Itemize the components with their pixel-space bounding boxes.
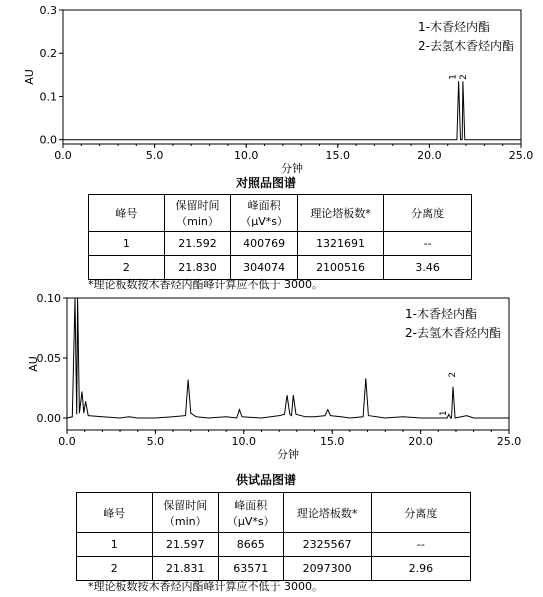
y-axis-label: AU xyxy=(23,69,36,85)
table-header-row xyxy=(89,195,472,232)
y-axis-label: AU xyxy=(27,356,40,372)
legend-entry: 2-去氢木香烃内酯 xyxy=(418,39,514,53)
chromatogram-trace xyxy=(63,81,521,139)
y-tick-label: 0.2 xyxy=(39,47,57,61)
header-theoretical-plates: 理论塔板数* xyxy=(283,493,371,533)
header-peak-area: 峰面积（μV*s） xyxy=(231,195,298,232)
table-row xyxy=(77,533,471,557)
table-row xyxy=(89,232,472,256)
cell-resolution: -- xyxy=(371,533,470,557)
header-theoretical-plates: 理论塔板数* xyxy=(297,195,383,232)
x-tick-label: 10.0 xyxy=(231,435,257,448)
cell-peak-area: 304074 xyxy=(231,256,298,280)
cell-peak-no: 2 xyxy=(77,557,153,581)
x-tick-label: 20.0 xyxy=(417,149,442,162)
y-tick-label: 0.0 xyxy=(39,133,57,147)
reference-chromatogram xyxy=(0,0,543,175)
cell-retention-time: 21.597 xyxy=(152,533,218,557)
table-row xyxy=(77,557,471,581)
header-retention-time xyxy=(164,195,231,232)
sample-result-table xyxy=(76,492,471,581)
cell-resolution: 2.96 xyxy=(371,557,470,581)
cell-theoretical-plates: 2100516 xyxy=(297,256,383,280)
cell-peak-area: 400769 xyxy=(231,232,298,256)
reference-caption: 对照品图谱 xyxy=(236,176,297,190)
cell-peak-no: 1 xyxy=(89,232,165,256)
y-tick-label: 0.3 xyxy=(39,4,57,17)
header-resolution: 分离度 xyxy=(384,195,472,232)
cell-theoretical-plates: 2325567 xyxy=(283,533,371,557)
x-tick-label: 15.0 xyxy=(325,149,351,162)
y-tick-label: 0.10 xyxy=(36,292,61,305)
x-axis-label: 分钟 xyxy=(281,162,303,175)
peak-label: 1 xyxy=(438,410,449,417)
y-tick-label: 0.05 xyxy=(36,352,61,365)
peak-label: 2 xyxy=(458,74,469,80)
cell-peak-area: 63571 xyxy=(218,557,283,581)
cell-resolution: 3.46 xyxy=(384,256,472,280)
cell-retention-time: 21.592 xyxy=(164,232,231,256)
table-header-row xyxy=(77,493,471,533)
peak-label: 1 xyxy=(448,74,459,80)
y-tick-label: 0.1 xyxy=(39,90,57,104)
x-tick-label: 20.0 xyxy=(408,435,433,448)
legend-entry: 1-木香烃内酯 xyxy=(418,20,490,34)
header-peak-no: 峰号 xyxy=(89,195,165,232)
cell-retention-time: 21.831 xyxy=(152,557,218,581)
cell-theoretical-plates: 1321691 xyxy=(297,232,383,256)
cell-retention-time: 21.830 xyxy=(164,256,231,280)
cell-theoretical-plates: 2097300 xyxy=(283,557,371,581)
y-tick-label: 0.00 xyxy=(36,412,61,425)
cell-peak-no: 1 xyxy=(77,533,153,557)
x-tick-label: 0.0 xyxy=(54,149,72,162)
x-tick-label: 15.0 xyxy=(319,435,345,448)
x-tick-label: 0.0 xyxy=(58,435,76,448)
x-axis-label: 分钟 xyxy=(277,448,299,461)
sample-note: *理论板数按木香烃内酯峰计算应不低于 3000。 xyxy=(88,580,323,593)
header-peak-no: 峰号 xyxy=(77,493,153,533)
sample-chromatogram xyxy=(0,288,543,473)
x-tick-label: 25.0 xyxy=(508,149,534,162)
cell-peak-area: 8665 xyxy=(218,533,283,557)
header-resolution: 分离度 xyxy=(371,493,470,533)
peak-label: 2 xyxy=(447,371,458,378)
header-retention-time: 保留时间（min） xyxy=(152,493,218,533)
x-tick-label: 5.0 xyxy=(146,435,165,448)
header-peak-area: 峰面积（μV*s） xyxy=(218,493,283,533)
reference-note: *理论板数按木香烃内酯峰计算应不低于 3000。 xyxy=(88,278,323,291)
legend-entry: 1-木香烃内酯 xyxy=(405,307,477,321)
cell-resolution: -- xyxy=(384,232,472,256)
x-tick-label: 5.0 xyxy=(145,149,164,162)
sample-caption: 供试品图谱 xyxy=(236,473,297,487)
x-tick-label: 10.0 xyxy=(233,149,259,162)
reference-result-table xyxy=(88,194,472,280)
header-retention-time-label: 保留时间（min） xyxy=(175,199,220,228)
x-tick-label: 25.0 xyxy=(496,435,522,448)
cell-peak-no: 2 xyxy=(89,256,165,280)
legend-entry: 2-去氢木香烃内酯 xyxy=(405,326,501,340)
